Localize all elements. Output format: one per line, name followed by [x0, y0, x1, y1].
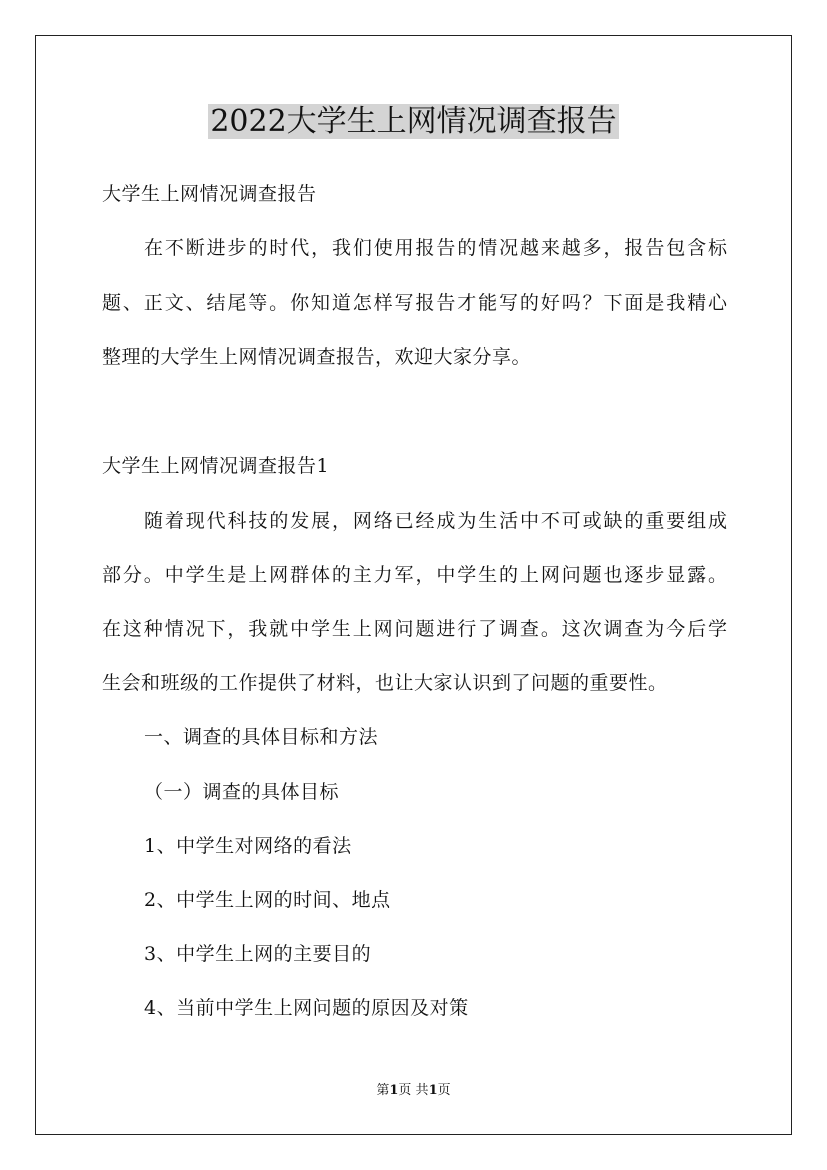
- outline-heading-2: （一）调查的具体目标: [144, 781, 340, 803]
- document-title-text: 2022大学生上网情况调查报告: [210, 104, 617, 139]
- outline-item-2: 2、中学生上网的时间、地点: [144, 889, 391, 911]
- section-heading: 大学生上网情况调查报告1: [102, 455, 330, 477]
- body-line-2: 部分。中学生是上网群体的主力军，中学生的上网问题也逐步显露。: [102, 564, 727, 586]
- body-line-1: 随着现代科技的发展，网络已经成为生活中不可或缺的重要组成: [144, 510, 727, 532]
- body-line-3: 在这种情况下，我就中学生上网问题进行了调查。这次调查为今后学: [102, 618, 727, 640]
- outline-item-3: 3、中学生上网的主要目的: [144, 943, 372, 965]
- document-title: [0, 98, 827, 146]
- footer-page-mid: 页 共: [398, 1083, 429, 1098]
- outline-heading-1: 一、调查的具体目标和方法: [144, 726, 379, 748]
- outline-item-1: 1、中学生对网络的看法: [144, 835, 352, 857]
- document-subtitle: 大学生上网情况调查报告: [102, 183, 317, 205]
- footer-page-number: 1: [389, 1083, 399, 1098]
- body-line-4: 生会和班级的工作提供了材料，也让大家认识到了问题的重要性。: [102, 672, 668, 694]
- intro-line-3: 整理的大学生上网情况调查报告，欢迎大家分享。: [102, 346, 532, 368]
- intro-line-2: 题、正文、结尾等。你知道怎样写报告才能写的好吗？下面是我精心: [102, 292, 727, 314]
- intro-line-1: 在不断进步的时代，我们使用报告的情况越来越多，报告包含标: [144, 237, 727, 259]
- footer-page-prefix: 第: [376, 1083, 390, 1098]
- footer-total-pages: 1: [428, 1083, 438, 1098]
- page-footer: [0, 1082, 827, 1100]
- outline-item-4: 4、当前中学生上网问题的原因及对策: [144, 997, 469, 1019]
- footer-page-suffix: 页: [437, 1083, 451, 1098]
